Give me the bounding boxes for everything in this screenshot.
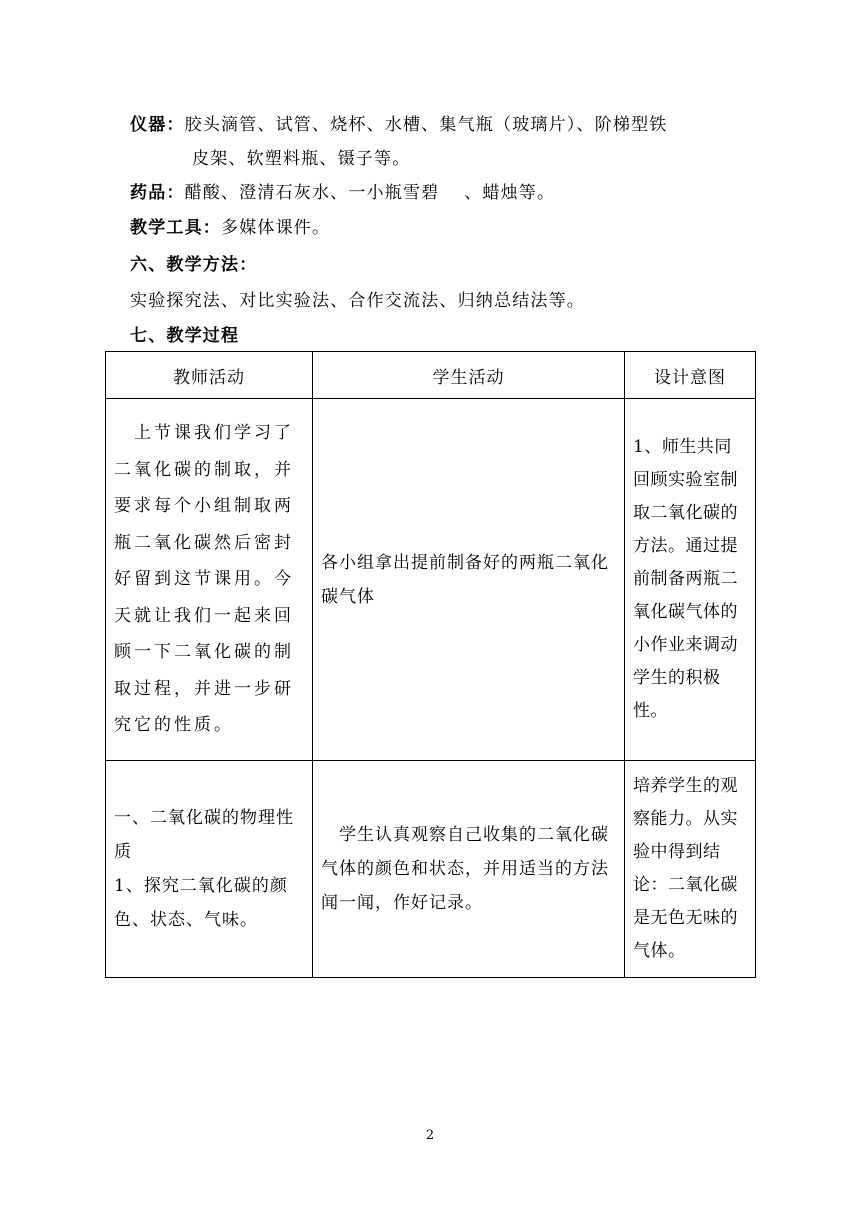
drugs-line <box>130 181 555 205</box>
tools-text: 多媒体课件。 <box>221 218 331 238</box>
tools-line <box>130 216 330 240</box>
instruments-text: 胶头滴管、试管、烧杯、水槽、集气瓶（玻璃片）、阶梯型铁 <box>184 115 668 135</box>
header-student-activity: 学生活动 <box>313 352 625 399</box>
page-number: 2 <box>425 1128 435 1143</box>
tools-label: 教学工具： <box>130 218 221 238</box>
table-row <box>106 399 756 761</box>
student-cell: 各小组拿出提前制备好的两瓶二氧化碳气体 <box>313 399 625 761</box>
header-teacher-activity: 教师活动 <box>106 352 313 399</box>
drugs-label: 药品： <box>130 183 185 203</box>
process-heading: 七、教学过程 <box>130 326 240 346</box>
instruments-label: 仪器： <box>130 115 185 135</box>
drugs-text: 醋酸、澄清石灰水、一小瓶雪碧 、蜡烛等。 <box>184 183 556 203</box>
student-cell: 学生认真观察自己收集的二氧化碳气体的颜色和状态，并用适当的方法闻一闻，作好记录。 <box>313 761 625 978</box>
intent-cell: 1、师生共同回顾实验室制取二氧化碳的方法。通过提前制备两瓶二氧化碳气体的小作业来调动学生的积极性。 <box>625 399 756 761</box>
methods-text: 实验探究法、对比实验法、合作交流法、归纳总结法等。 <box>130 291 585 311</box>
header-design-intent: 设计意图 <box>625 352 756 399</box>
table-header-row <box>106 352 756 399</box>
table-row <box>106 761 756 978</box>
teacher-cell: 上节课我们学习了二氧化碳的制取，并要求每个小组制取两瓶二氧化碳然后密封好留到这节课用。今天就让我们一起来回顾一下二氧化碳的制取过程，并进一步研究它的性质。 <box>106 399 313 761</box>
instruments-line <box>130 113 668 137</box>
teaching-process-table <box>105 351 756 978</box>
section-item: 1、探究二氧化碳的颜色、状态、气味。 <box>114 876 288 930</box>
section-title: 一、二氧化碳的物理性质 <box>114 808 294 862</box>
intent-cell: 培养学生的观察能力。从实验中得到结论：二氧化碳是无色无味的气体。 <box>625 761 756 978</box>
instruments-cont-line: 皮架、软塑料瓶、镊子等。 <box>192 149 411 169</box>
methods-heading: 六、教学方法： <box>130 255 258 275</box>
teacher-cell <box>106 761 313 978</box>
